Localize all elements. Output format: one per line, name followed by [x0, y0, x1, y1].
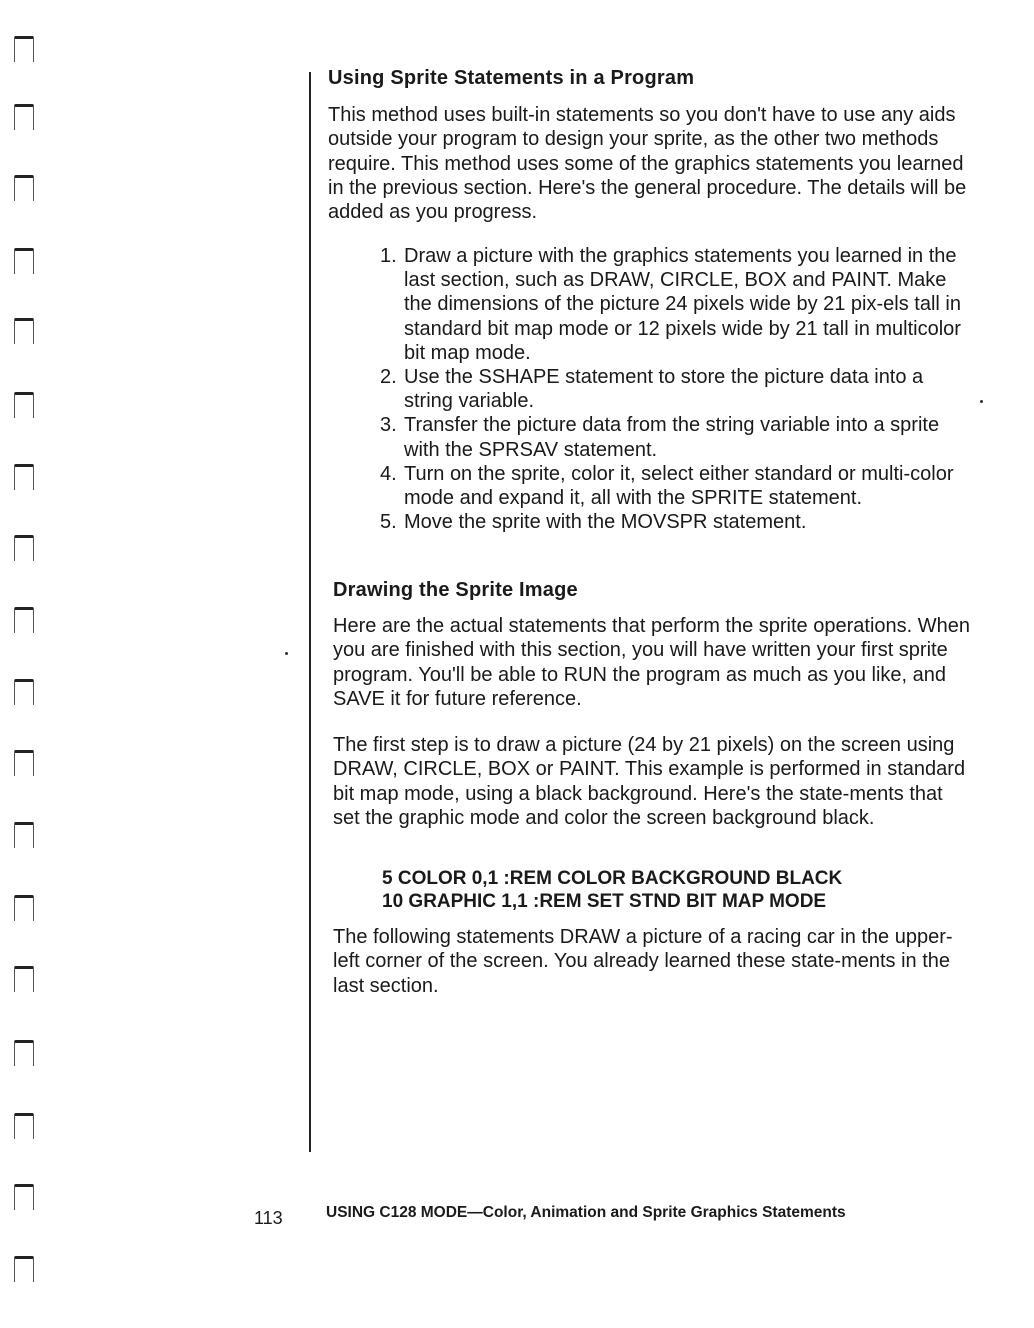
list-item — [380, 510, 975, 534]
binder-hole — [14, 966, 34, 992]
code-line: 5 COLOR 0,1 :REM COLOR BACKGROUND BLACK — [382, 868, 843, 889]
body-paragraph: Here are the actual statements that perform the sprite operations. When you are finished with this section, you will have written your first sprite program. You'll be able to RUN the program as much as you like, and SAVE it for future reference. — [333, 615, 970, 710]
procedure-steps — [380, 244, 975, 534]
step-text: Move the sprite with the MOVSPR statement. — [404, 511, 807, 534]
list-item — [380, 365, 975, 413]
binder-hole — [14, 1256, 34, 1282]
body-paragraph: The first step is to draw a picture (24 by 21 pixels) on the screen using DRAW, CIRCLE, BOX or PAINT. This example is performed in standard bit map mode, using a black background. Here's the state-ments that set the graphic mode and color the screen background black. — [333, 734, 966, 829]
binder-hole — [14, 36, 34, 62]
step-text: Turn on the sprite, color it, select either standard or multi-color mode and expand it, all with the SPRITE statement. — [404, 462, 954, 510]
binder-hole — [14, 750, 34, 776]
binder-hole — [14, 679, 34, 705]
binder-hole — [14, 104, 34, 130]
intro-paragraph: This method uses built-in statements so you don't have to use any aids outside your program to design your sprite, as the other two methods require. This method uses some of the graphics statements you learned in the previous section. Here's the general procedure. The details will be added as you progress. — [328, 104, 967, 224]
margin-dot — [285, 652, 288, 655]
binder-hole — [14, 1113, 34, 1139]
list-item — [380, 462, 975, 510]
binder-hole — [14, 318, 34, 344]
binder-hole — [14, 175, 34, 201]
binder-hole — [14, 392, 34, 418]
step-number: 4. — [380, 462, 397, 485]
code-line: 10 GRAPHIC 1,1 :REM SET STND BIT MAP MODE — [382, 891, 827, 912]
list-item — [380, 413, 975, 461]
step-number: 1. — [380, 245, 397, 267]
step-number: 3. — [380, 414, 397, 437]
page-number: 113 — [254, 1208, 283, 1228]
binder-hole — [14, 535, 34, 561]
step-text: Use the SSHAPE statement to store the picture data into a string variable. — [404, 366, 924, 413]
binder-hole — [14, 248, 34, 274]
section-heading-drawing-sprite: Drawing the Sprite Image — [333, 579, 578, 601]
binder-hole — [14, 1184, 34, 1210]
binder-hole — [14, 607, 34, 633]
binder-hole — [14, 464, 34, 490]
stray-dot — [980, 400, 983, 403]
step-number: 2. — [380, 366, 397, 389]
step-text: Draw a picture with the graphics statements you learned in the last section, such as DRAW, CIRCLE, BOX and PAINT. Make the dimensions of the picture 24 pixels wide by 21 pix-els tall in standard bit map mode or 12 pixels wide by 21 tall in multicolor bit map mode. — [404, 245, 961, 364]
running-head: USING C128 MODE—Color, Animation and Sprite Graphics Statements — [326, 1204, 846, 1221]
body-paragraph: The following statements DRAW a picture of a racing car in the upper-left corner of the screen. You already learned these state-ments in the last section. — [333, 926, 953, 997]
step-number: 5. — [380, 511, 397, 534]
margin-rule — [309, 72, 311, 1152]
binder-hole — [14, 1040, 34, 1066]
list-item — [380, 244, 975, 365]
binder-hole — [14, 822, 34, 848]
binder-hole — [14, 895, 34, 921]
section-heading-sprite-statements: Using Sprite Statements in a Program — [328, 67, 695, 89]
step-text: Transfer the picture data from the string variable into a sprite with the SPRSAV statement. — [404, 414, 940, 461]
